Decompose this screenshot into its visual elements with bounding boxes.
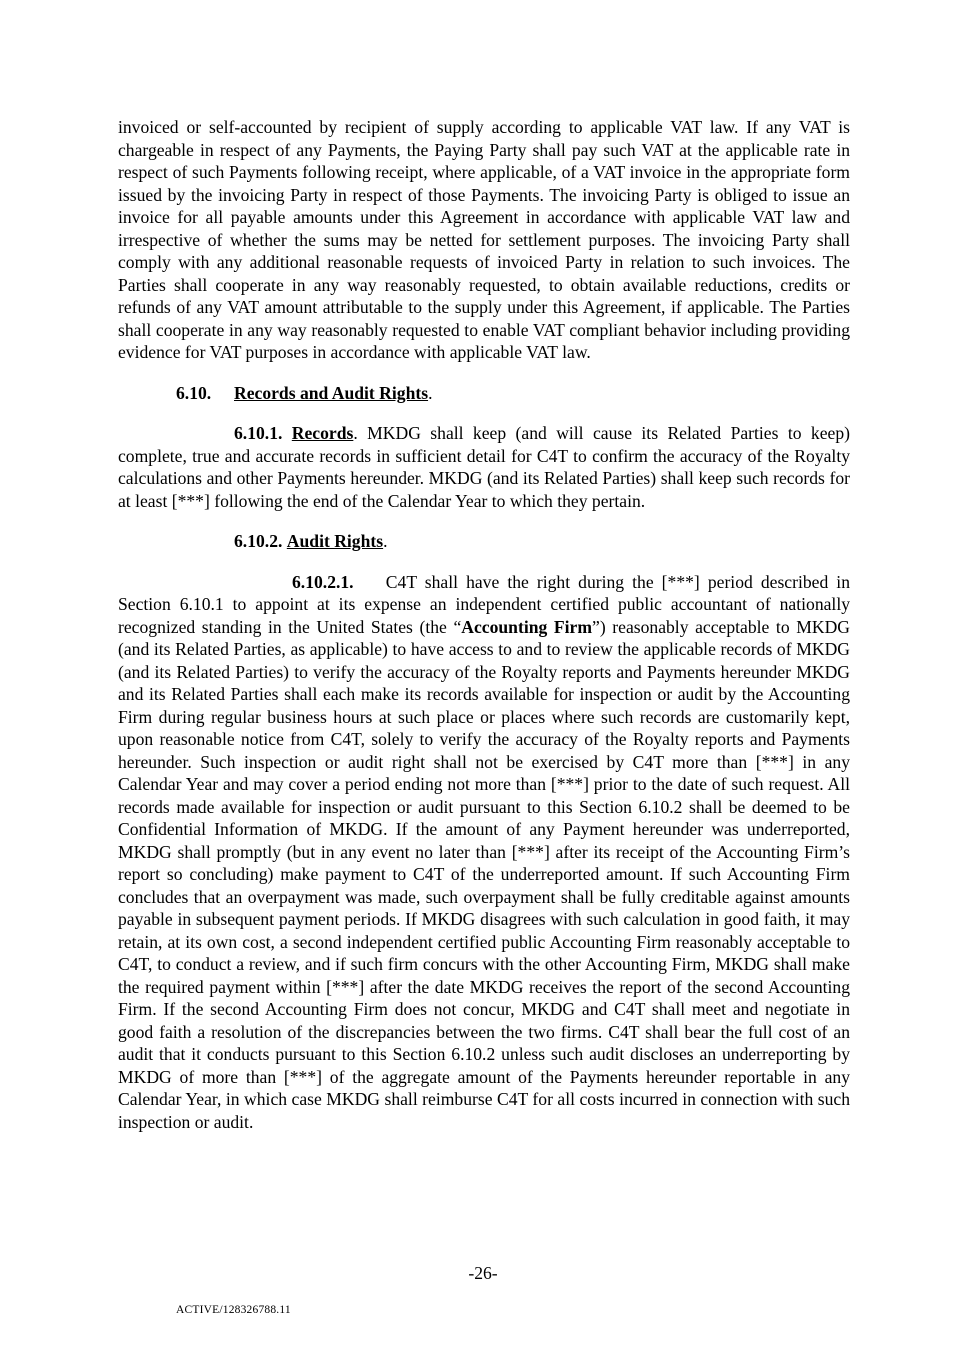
- vat-paragraph: invoiced or self-accounted by recipient of supply according to applicable VAT law. If any VAT is chargeable in respect of any Payments, the Paying Party shall pay such VAT at the applicable rate in respect of such Payments following receipt, where applicable, of a VAT invoice in the appropriate form issued by the invoicing Party in respect of those Payments. The invoicing Party is obliged to issue an invoice for all payable amounts under this Agreement in accordance with applicable VAT law and irrespective of whether the sums may be netted for settlement purposes. The invoicing Party shall comply with any additional reasonable requests of invoiced Party in relation to such invoices. The Parties shall cooperate in any way reasonably requested, to obtain available reductions, credits or refunds of any VAT amount attributable to the supply under this Agreement, if applicable. The Parties shall cooperate in any way reasonably requested to enable VAT compliant behavior including providing evidence for VAT purposes in accordance with applicable VAT law.: [118, 117, 850, 362]
- document-id: ACTIVE/128326788.11: [176, 1304, 291, 1316]
- section-6-10-heading: [118, 382, 850, 405]
- page-number: -26-: [468, 1263, 498, 1283]
- section-6-10-1-number: 6.10.1.: [234, 423, 283, 443]
- section-6-10-1-title: Records: [291, 423, 354, 443]
- section-6-10-2-1-number: 6.10.2.1.: [292, 571, 354, 592]
- section-6-10-2-number: 6.10.2.: [234, 531, 283, 551]
- section-6-10-2-1-paragraph: [118, 571, 850, 1134]
- section-6-10-title: Records and Audit Rights: [234, 382, 429, 403]
- section-6-10-2-period: .: [383, 531, 388, 551]
- spacer: [118, 364, 850, 382]
- section-6-10-2-heading: [118, 530, 850, 553]
- spacer: [118, 553, 850, 571]
- section-6-10-number: 6.10.: [176, 382, 212, 403]
- section-6-10-1-paragraph: [118, 422, 850, 512]
- section-6-10-2-title: Audit Rights: [286, 531, 384, 551]
- document-page: [118, 116, 850, 1133]
- defined-term-accounting-firm: Accounting Firm: [461, 616, 593, 637]
- section-6-10-1-body: . MKDG shall keep (and will cause its Related Parties to keep) complete, true and accurate records in sufficient detail for C4T to confirm the accuracy of the Royalty calculations and other Payments hereunder. MKDG (and its Related Parties) shall keep such records for at least [***] following the end of the Calendar Year to which they pertain.: [118, 423, 850, 511]
- section-6-10-2-1-body-a: C4T shall have the right during the [***] period described in Section 6.10.1 to appoint at its expense an independent certified public accountant of nationally recognized standing in the United States (the “: [118, 571, 850, 637]
- spacer: [118, 404, 850, 422]
- section-6-10-period: .: [428, 382, 433, 403]
- section-6-10-2-1-body-b: ”) reasonably acceptable to MKDG (and its Related Parties, as applicable) to have access to and to review the applicable records of MKDG (and its Related Parties) to verify the accuracy of the Royalty reports and Payments hereunder MKDG and its Related Parties shall each make its records available for inspection or audit by the Accounting Firm during regular business hours at such place or places where such records are customarily kept, upon reasonable notice from C4T, solely to verify the accuracy of the Royalty reports and Payments hereunder. Such inspection or audit right shall not be exercised by C4T more than [***] in any Calendar Year and may cover a period ending not more than [***] prior to the date of such request. All records made available for inspection or audit pursuant to this Section 6.10.2 shall be deemed to be Confidential Information of MKDG. If the amount of any Payment hereunder was underreported, MKDG shall promptly (but in any event no later than [***] after its receipt of the Accounting Firm’s report so concluding) make payment to C4T of the underreported amount. If such Accounting Firm concludes that an overpayment was made, such overpayment shall be fully creditable against amounts payable in subsequent payment periods. If MKDG disagrees with such calculation in good faith, it may retain, at its own cost, a second independent certified public Accounting Firm reasonably acceptable to C4T, to conduct a review, and if such firm concurs with the other Accounting Firm, MKDG shall make the required payment within [***] after the date MKDG receives the report of the second Accounting Firm. If the second Accounting Firm does not concur, MKDG and C4T shall meet and negotiate in good faith a resolution of the discrepancies between the two firms. C4T shall bear the full cost of an audit that it conducts pursuant to this Section 6.10.2 unless such audit discloses an underreporting by MKDG of more than [***] of the aggregate amount of the Payments hereunder reportable in any Calendar Year, in which case MKDG shall reimburse C4T for all costs incurred in connection with such inspection or audit.: [118, 616, 850, 1132]
- spacer: [118, 512, 850, 530]
